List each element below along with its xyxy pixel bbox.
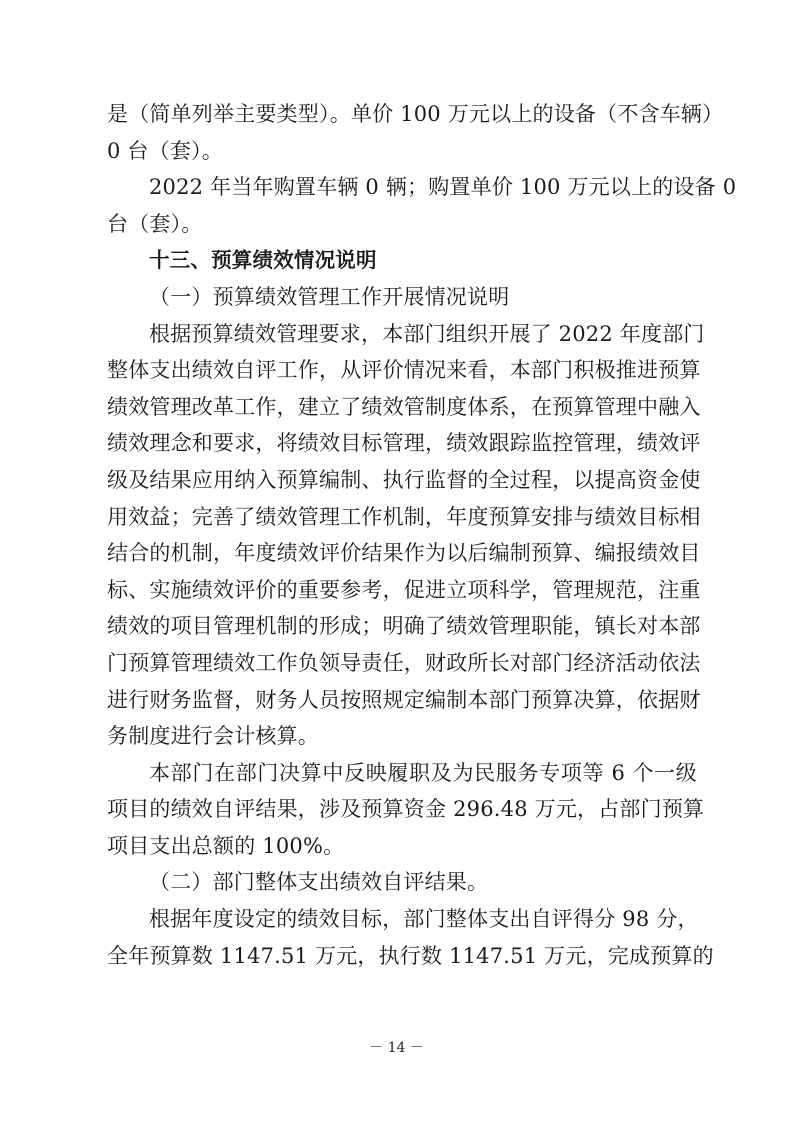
text-line: 0 台（套）。 <box>107 138 223 163</box>
text-line: 进行财务监督，财务人员按照规定编制本部门预算决算，依据财 <box>107 687 701 712</box>
text-line: 绩效理念和要求，将绩效目标管理，绩效跟踪监控管理，绩效评 <box>107 431 701 456</box>
text-line: 级及结果应用纳入预算编制、执行监督的全过程，以提高资金使 <box>107 467 701 492</box>
text-line: 门预算管理绩效工作负领导责任，财政所长对部门经济活动依法 <box>107 650 701 675</box>
text-line: 项目的绩效自评结果，涉及预算资金 296.48 万元，占部门预算 <box>107 797 705 822</box>
text-line: 绩效管理改革工作，建立了绩效管制度体系，在预算管理中融入 <box>107 394 701 419</box>
page-number: － 14 － <box>369 1040 424 1056</box>
text-line: 用效益；完善了绩效管理工作机制，年度预算安排与绩效目标相 <box>107 504 701 529</box>
subsection-heading: （二）部门整体支出绩效自评结果。 <box>149 870 489 895</box>
document-body <box>107 96 737 974</box>
subsection-heading: （一）预算绩效管理工作开展情况说明 <box>149 284 510 309</box>
text-line: 是（简单列举主要类型）。单价 100 万元以上的设备（不含车辆） <box>107 102 724 126</box>
text-line: 2022 年当年购置车辆 0 辆；购置单价 100 万元以上的设备 0 <box>149 175 737 200</box>
text-line: 结合的机制，年度绩效评价结果作为以后编制预算、编报绩效目 <box>107 541 701 566</box>
section-heading: 十三、预算绩效情况说明 <box>149 248 377 273</box>
text-line: 根据年度设定的绩效目标，部门整体支出自评得分 98 分， <box>149 907 699 932</box>
text-line: 根据预算绩效管理要求，本部门组织开展了 2022 年度部门 <box>149 321 705 346</box>
text-line: 本部门在部门决算中反映履职及为民服务专项等 6 个一级 <box>149 760 697 785</box>
text-line: 标、实施绩效评价的重要参考，促进立项科学，管理规范，注重 <box>107 577 701 602</box>
text-line: 务制度进行会计核算。 <box>107 724 319 749</box>
text-line: 全年预算数 1147.51 万元，执行数 1147.51 万元，完成预算的 <box>107 943 714 968</box>
text-line: 绩效的项目管理机制的形成；明确了绩效管理职能，镇长对本部 <box>107 614 701 639</box>
text-line: 项目支出总额的 100%。 <box>107 833 345 858</box>
text-line: 台（套）。 <box>107 211 203 236</box>
text-line: 整体支出绩效自评工作，从评价情况来看，本部门积极推进预算 <box>107 358 701 383</box>
